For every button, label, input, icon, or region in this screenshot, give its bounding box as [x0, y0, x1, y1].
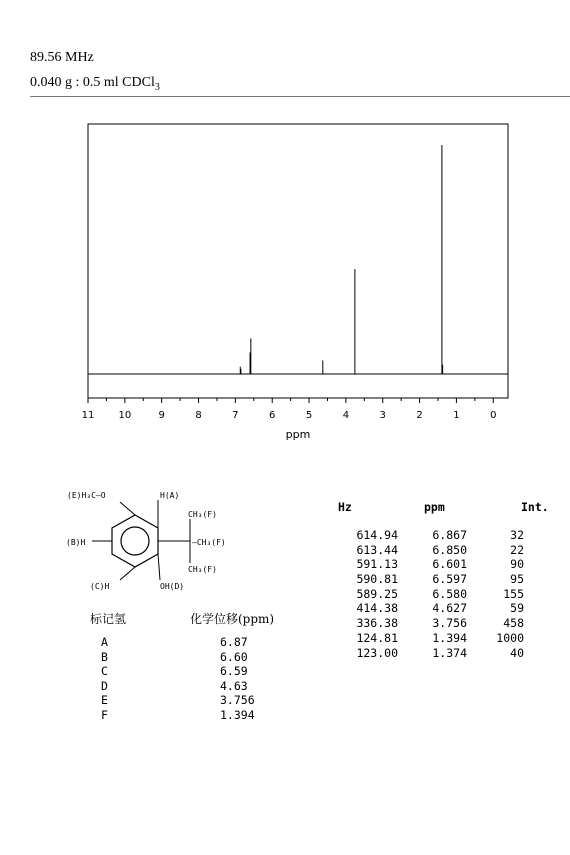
x-tick-label: 2 — [416, 410, 423, 421]
cell-ppm: 4.627 — [432, 601, 467, 616]
cell-int: 1000 — [496, 630, 524, 645]
cell-ppm: 6.597 — [432, 572, 467, 587]
cell-int: 95 — [510, 572, 524, 587]
x-tick-label: 0 — [490, 410, 497, 421]
peak-table-body — [300, 528, 570, 660]
peak-table — [300, 500, 570, 660]
cell-hz: 124.81 — [356, 630, 398, 645]
cell-shift: 4.63 — [220, 678, 248, 693]
header-ppm: ppm — [424, 500, 445, 514]
x-tick-label: 1 — [453, 410, 460, 421]
cell-label: C — [101, 664, 108, 678]
molecular-structure — [0, 0, 300, 600]
cell-ppm: 6.601 — [432, 557, 467, 572]
table-row — [60, 679, 280, 694]
cell-hz: 123.00 — [356, 645, 398, 660]
header-int: Int. — [521, 500, 549, 514]
table-row — [60, 650, 280, 665]
cell-int: 32 — [510, 528, 524, 542]
assignment-header — [60, 610, 280, 627]
table-row — [300, 557, 570, 572]
cell-shift: 6.87 — [220, 635, 248, 649]
cell-hz: 589.25 — [356, 586, 398, 601]
cell-hz: 591.13 — [356, 557, 398, 572]
label-b: (B)H — [66, 538, 86, 547]
cell-hz: 614.94 — [356, 528, 398, 542]
table-row — [300, 543, 570, 558]
label-f1: CH₃(F) — [188, 510, 217, 519]
table-row — [60, 708, 280, 723]
label-f2: –CH₃(F) — [192, 538, 226, 547]
cell-int: 155 — [503, 586, 524, 601]
x-axis-label: ppm — [285, 428, 311, 441]
cell-int: 22 — [510, 542, 524, 557]
cell-label: E — [101, 693, 108, 707]
label-e: (E)H₃C–O — [67, 491, 106, 500]
x-tick-label: 4 — [342, 410, 350, 421]
cell-label: F — [101, 707, 108, 722]
table-row — [60, 635, 280, 650]
header-chemical-shift: 化学位移(ppm) — [190, 612, 275, 626]
table-row — [300, 646, 570, 661]
cell-int: 458 — [503, 616, 524, 631]
label-c: (C)H — [90, 582, 110, 591]
peak-table-header — [300, 500, 570, 514]
cell-shift: 6.60 — [220, 649, 248, 664]
cell-ppm: 6.850 — [432, 542, 467, 557]
cell-label: A — [101, 635, 108, 649]
header-hz: Hz — [338, 500, 352, 514]
sample-text: 0.040 g : 0.5 ml CDCl — [30, 75, 155, 90]
cell-hz: 590.81 — [356, 572, 398, 587]
cell-hz: 336.38 — [356, 616, 398, 631]
table-row — [300, 587, 570, 602]
cell-int: 90 — [510, 557, 524, 572]
sample-subscript: 3 — [154, 81, 160, 93]
x-tick-label: 3 — [379, 410, 386, 421]
assignment-body — [60, 635, 280, 722]
label-d: OH(D) — [160, 582, 185, 591]
label-f3: CH₃(F) — [188, 565, 217, 574]
cell-ppm: 6.580 — [432, 586, 467, 601]
table-row — [300, 616, 570, 631]
benzene-ring — [112, 515, 158, 567]
substituent-bonds — [92, 500, 190, 580]
cell-shift: 3.756 — [220, 693, 255, 707]
cell-ppm: 6.867 — [432, 528, 467, 542]
label-a: H(A) — [160, 491, 180, 500]
cell-label: B — [101, 649, 108, 664]
x-tick-label: 10 — [118, 410, 132, 421]
cell-int: 40 — [510, 645, 524, 660]
cell-shift: 6.59 — [220, 664, 248, 678]
table-row — [300, 601, 570, 616]
table-row — [300, 572, 570, 587]
x-tick-label: 9 — [158, 410, 165, 421]
assignment-table — [60, 610, 280, 722]
cell-ppm: 3.756 — [432, 616, 467, 631]
table-row — [300, 528, 570, 543]
cell-label: D — [101, 678, 108, 693]
table-row — [60, 693, 280, 708]
spectrometer-frequency: 89.56 MHz — [30, 50, 94, 65]
cell-hz: 613.44 — [356, 542, 398, 557]
x-tick-label: 8 — [195, 410, 202, 421]
table-row — [300, 631, 570, 646]
cell-hz: 414.38 — [356, 601, 398, 616]
cell-shift: 1.394 — [220, 707, 255, 722]
x-tick-label: 11 — [81, 410, 95, 421]
header-proton-label: 标记氢 — [90, 612, 127, 626]
table-row — [60, 664, 280, 679]
x-tick-label: 7 — [232, 410, 239, 421]
x-tick-label: 5 — [305, 410, 313, 421]
cell-ppm: 1.394 — [432, 630, 467, 645]
cell-ppm: 1.374 — [432, 645, 467, 660]
cell-int: 59 — [510, 601, 524, 616]
x-tick-label: 6 — [269, 410, 276, 421]
